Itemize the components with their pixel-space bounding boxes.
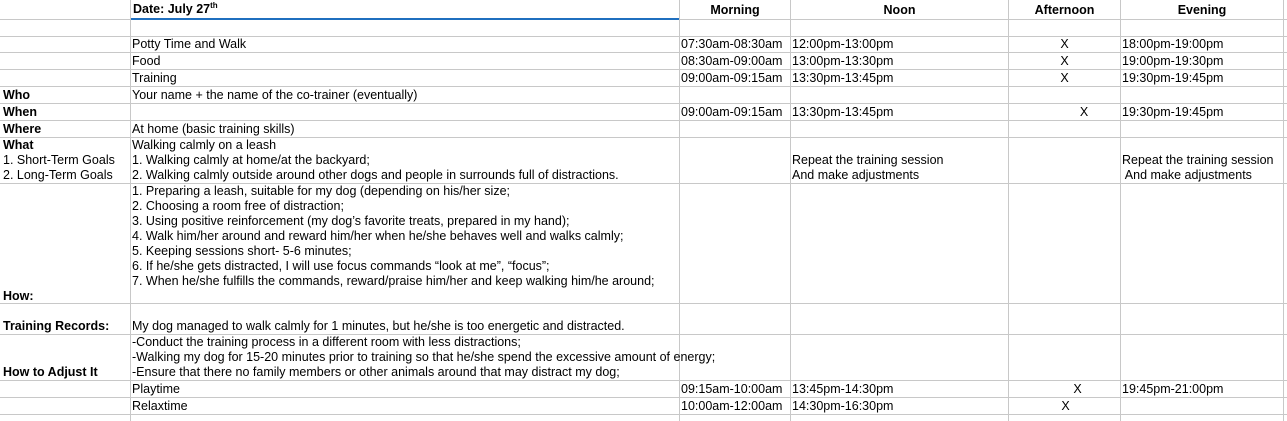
cell-training-noon[interactable]: 13:30pm-13:45pm: [792, 71, 894, 85]
grid-line: [0, 69, 1287, 70]
grid-line: [0, 52, 1287, 53]
cell-how-step-7[interactable]: 7. When he/she fulfills the commands, reward/praise him/her and keep walking him/he around;: [132, 274, 655, 288]
cell-training-label[interactable]: Training: [132, 71, 177, 85]
grid-line: [0, 103, 1287, 104]
cell-how-step-3[interactable]: 3. Using positive reinforcement (my dog’s favorite treats, prepared in my hand);: [132, 214, 570, 228]
cell-play-afternoon[interactable]: X: [1073, 382, 1082, 396]
cell-play-evening[interactable]: 19:45pm-21:00pm: [1122, 382, 1224, 396]
cell-food-noon[interactable]: 13:00pm-13:30pm: [792, 54, 894, 68]
cell-food-morning[interactable]: 08:30am-09:00am: [681, 54, 783, 68]
cell-adjust-label[interactable]: How to Adjust It: [3, 365, 98, 379]
cell-adjust-line-3[interactable]: -Ensure that there no family members or other animals around that may distract my dog;: [132, 365, 620, 379]
cell-food-afternoon[interactable]: X: [1060, 54, 1069, 68]
cell-food-label[interactable]: Food: [132, 54, 161, 68]
cell-relax-afternoon[interactable]: X: [1061, 399, 1070, 413]
cell-where-value[interactable]: At home (basic training skills): [132, 122, 295, 136]
date-cell[interactable]: Date: July 27th: [133, 1, 218, 16]
cell-how-step-1[interactable]: 1. Preparing a leash, suitable for my dog (depending on his/her size;: [132, 184, 511, 198]
grid-line: [1283, 0, 1284, 421]
cell-adjust-line-2[interactable]: -Walking my dog for 15-20 minutes prior to training so that he/she spend the excessive amount of energy;: [132, 350, 716, 364]
cell-when-morning[interactable]: 09:00am-09:15am: [681, 105, 783, 119]
grid-line: [0, 303, 1287, 304]
cell-how-step-6[interactable]: 6. If he/she gets distracted, I will use focus commands “look at me”, “focus”;: [132, 259, 550, 273]
cell-potty-evening[interactable]: 18:00pm-19:00pm: [1122, 37, 1224, 51]
cell-relax-morning[interactable]: 10:00am-12:00am: [681, 399, 783, 413]
cell-records-value[interactable]: My dog managed to walk calmly for 1 minutes, but he/she is too energetic and distracted.: [132, 319, 625, 333]
selection-border: [131, 18, 679, 20]
cell-when-noon[interactable]: 13:30pm-13:45pm: [792, 105, 894, 119]
cell-adjust-line-1[interactable]: -Conduct the training process in a different room with less distractions;: [132, 335, 521, 349]
cell-when-afternoon[interactable]: X: [1079, 105, 1089, 119]
grid-line: [0, 380, 1287, 381]
cell-what-evening-note-2[interactable]: And make adjustments: [1122, 168, 1252, 182]
cell-long-term-label[interactable]: 2. Long-Term Goals: [3, 168, 113, 182]
cell-play-noon[interactable]: 13:45pm-14:30pm: [792, 382, 894, 396]
cell-potty-afternoon[interactable]: X: [1060, 37, 1069, 51]
cell-how-label[interactable]: How:: [3, 289, 34, 303]
cell-potty-noon[interactable]: 12:00pm-13:00pm: [792, 37, 894, 51]
grid-line: [0, 414, 1287, 415]
grid-line: [0, 120, 1287, 121]
cell-who-label[interactable]: Who: [3, 88, 31, 102]
cell-what-evening-note-1[interactable]: Repeat the training session: [1122, 153, 1274, 167]
cell-relax-label[interactable]: Relaxtime: [132, 399, 188, 413]
header-evening: Evening: [1177, 3, 1227, 17]
header-morning: Morning: [710, 3, 760, 17]
header-noon: Noon: [883, 3, 916, 17]
grid-line: [0, 397, 1287, 398]
cell-short-term-label[interactable]: 1. Short-Term Goals: [3, 153, 115, 167]
cell-play-morning[interactable]: 09:15am-10:00am: [681, 382, 783, 396]
cell-how-step-2[interactable]: 2. Choosing a room free of distraction;: [132, 199, 344, 213]
cell-long-term-value[interactable]: 2. Walking calmly outside around other dogs and people in surrounds full of distractions.: [132, 168, 619, 182]
cell-training-morning[interactable]: 09:00am-09:15am: [681, 71, 783, 85]
header-afternoon: Afternoon: [1034, 3, 1095, 17]
cell-food-evening[interactable]: 19:00pm-19:30pm: [1122, 54, 1224, 68]
grid-line: [790, 0, 791, 421]
cell-who-value[interactable]: Your name + the name of the co-trainer (eventually): [132, 88, 418, 102]
grid-line: [1120, 0, 1121, 421]
cell-play-label[interactable]: Playtime: [132, 382, 180, 396]
cell-what-noon-note-2[interactable]: And make adjustments: [792, 168, 920, 182]
cell-potty-morning[interactable]: 07:30am-08:30am: [681, 37, 783, 51]
grid-line: [0, 86, 1287, 87]
cell-when-evening[interactable]: 19:30pm-19:45pm: [1122, 105, 1224, 119]
cell-training-afternoon[interactable]: X: [1060, 71, 1069, 85]
cell-when-label[interactable]: When: [3, 105, 38, 119]
cell-what-value[interactable]: Walking calmly on a leash: [132, 138, 277, 152]
cell-how-step-5[interactable]: 5. Keeping sessions short- 5-6 minutes;: [132, 244, 352, 258]
cell-where-label[interactable]: Where: [3, 122, 42, 136]
cell-relax-noon[interactable]: 14:30pm-16:30pm: [792, 399, 894, 413]
cell-what-label[interactable]: What: [3, 138, 34, 152]
grid-line: [130, 0, 131, 421]
cell-short-term-value[interactable]: 1. Walking calmly at home/at the backyard;: [132, 153, 370, 167]
cell-what-noon-note-1[interactable]: Repeat the training session: [792, 153, 944, 167]
cell-potty-label[interactable]: Potty Time and Walk: [132, 37, 247, 51]
cell-records-label[interactable]: Training Records:: [3, 319, 110, 333]
cell-how-step-4[interactable]: 4. Walk him/her around and reward him/her when he/she behaves well and walks calmly;: [132, 229, 624, 243]
cell-training-evening[interactable]: 19:30pm-19:45pm: [1122, 71, 1224, 85]
